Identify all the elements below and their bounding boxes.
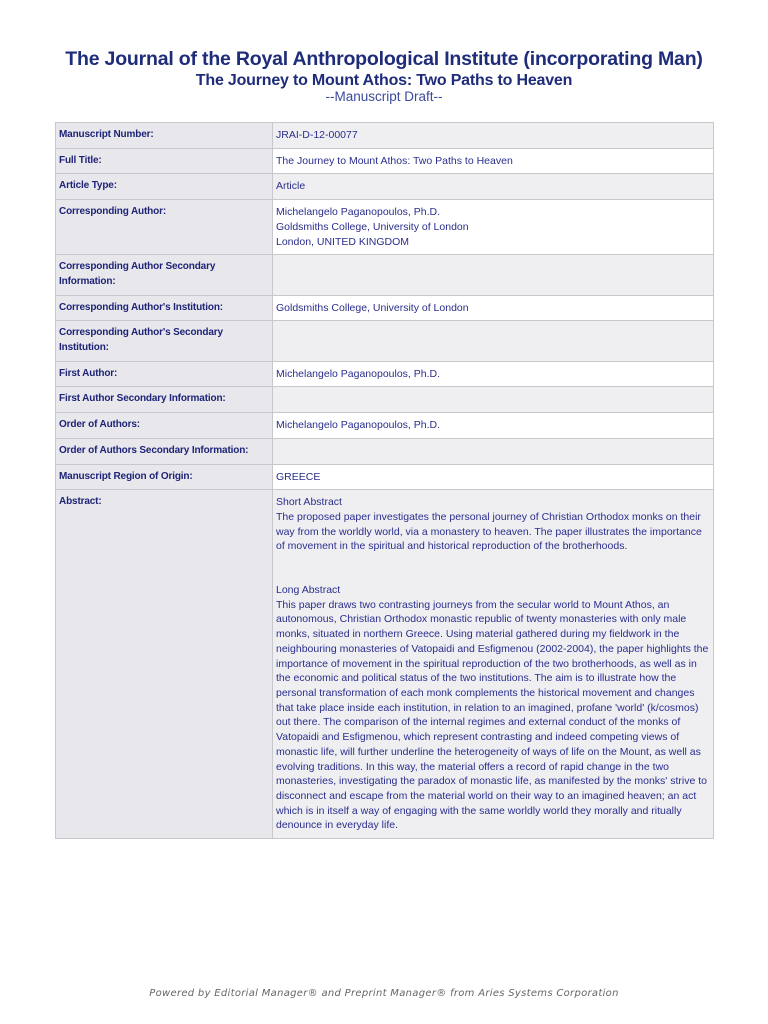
field-value-corresponding-author-institution: Goldsmiths College, University of London: [273, 295, 714, 321]
short-abstract-text: The proposed paper investigates the personal journey of Christian Orthodox monks on their way from the worldly world, via a monastery to heaven. The paper illustrates the importance of movement in the spiritual and historical reproduction of the brotherhoods.: [276, 510, 702, 553]
field-value-region-of-origin: GREECE: [273, 464, 714, 490]
table-row: [56, 295, 714, 321]
field-value-corresponding-author: [273, 200, 714, 255]
table-row: [56, 438, 714, 464]
author-affiliation: Goldsmiths College, University of London: [276, 220, 469, 233]
field-label-full-title: Full Title:: [56, 148, 273, 174]
field-value-first-author: Michelangelo Paganopoulos, Ph.D.: [273, 361, 714, 387]
powered-by-footer: Powered by Editorial Manager® and Preprint Manager® from Aries Systems Corporation: [149, 988, 619, 999]
field-label-order-of-authors: Order of Authors:: [56, 413, 273, 439]
draft-label: --Manuscript Draft--: [325, 89, 443, 104]
field-label-order-of-authors-secondary: Order of Authors Secondary Information:: [56, 438, 273, 464]
long-abstract-text: This paper draws two contrasting journeys from the secular world to Mount Athos, an autonomous, Christian Orthodox monastic republic of twenty monasteries with only male monks, situated in northern Greece. Using material gathered during my fieldwork in the neighbouring monasteries of Vatopaidi and Esfigmenou (2002-2004), the paper highlights the importance of movement in the spiritual reproduction of the two brotherhoods, as well as in the economic and political status of the two institutions. The aim is to illustrate how the personal transformation of each monk complements the historical movement and changes that take place inside each institution, in relation to an imagined, profane 'world' (k/cosmos) out there. The comparison of the internal regimes and external conduct of the monks of Vatopaidi and Esfigmenou, which represent contrasting and indeed competing views of monastic life, will further underline the heterogeneity of ways of life on the Mount, as well as evolving traditions. In this way, the material offers a record of rapid change in the two monasteries, investigating the paradox of monastic life, as manifested by the monks' strive to disconnect and escape from the material world on their way to an imagined heaven; an act which is in itself a way of engaging with the same worldly world they morally and ritually denounce in everyday life.: [276, 598, 709, 832]
table-row: [56, 361, 714, 387]
journal-title: The Journal of the Royal Anthropological Institute (incorporating Man): [65, 48, 703, 70]
field-label-first-author: First Author:: [56, 361, 273, 387]
field-label-manuscript-number: Manuscript Number:: [56, 123, 273, 149]
table-row: [56, 464, 714, 490]
table-row: [56, 174, 714, 200]
table-row: [56, 148, 714, 174]
field-label-abstract: Abstract:: [56, 490, 273, 839]
field-value-manuscript-number: JRAI-D-12-00077: [273, 123, 714, 149]
long-abstract-heading: Long Abstract: [276, 584, 341, 597]
short-abstract-heading: Short Abstract: [276, 496, 342, 509]
field-label-article-type: Article Type:: [56, 174, 273, 200]
table-row: [56, 321, 714, 361]
table-row: [56, 255, 714, 295]
field-value-order-of-authors: Michelangelo Paganopoulos, Ph.D.: [273, 413, 714, 439]
field-label-corresponding-author-secondary-institution: Corresponding Author's Secondary Institution:: [56, 321, 273, 361]
field-value-corresponding-author-secondary-institution: [273, 321, 714, 361]
field-value-full-title: The Journey to Mount Athos: Two Paths to Heaven: [273, 148, 714, 174]
manuscript-metadata-table: [55, 122, 714, 839]
table-row: [56, 490, 714, 839]
author-name: Michelangelo Paganopoulos, Ph.D.: [276, 206, 441, 219]
field-label-corresponding-author-institution: Corresponding Author's Institution:: [56, 295, 273, 321]
table-row: [56, 413, 714, 439]
table-row: [56, 200, 714, 255]
field-label-corresponding-author: Corresponding Author:: [56, 200, 273, 255]
document-header: [0, 46, 768, 104]
field-value-first-author-secondary: [273, 387, 714, 413]
field-value-abstract: [273, 490, 714, 839]
table-row: [56, 123, 714, 149]
field-label-first-author-secondary: First Author Secondary Information:: [56, 387, 273, 413]
table-row: [56, 387, 714, 413]
field-value-order-of-authors-secondary: [273, 438, 714, 464]
paper-title: The Journey to Mount Athos: Two Paths to Heaven: [195, 72, 573, 89]
field-label-region-of-origin: Manuscript Region of Origin:: [56, 464, 273, 490]
author-location: London, UNITED KINGDOM: [276, 235, 410, 248]
field-label-corresponding-author-secondary: Corresponding Author Secondary Information:: [56, 255, 273, 295]
field-value-corresponding-author-secondary: [273, 255, 714, 295]
field-value-article-type: Article: [273, 174, 714, 200]
